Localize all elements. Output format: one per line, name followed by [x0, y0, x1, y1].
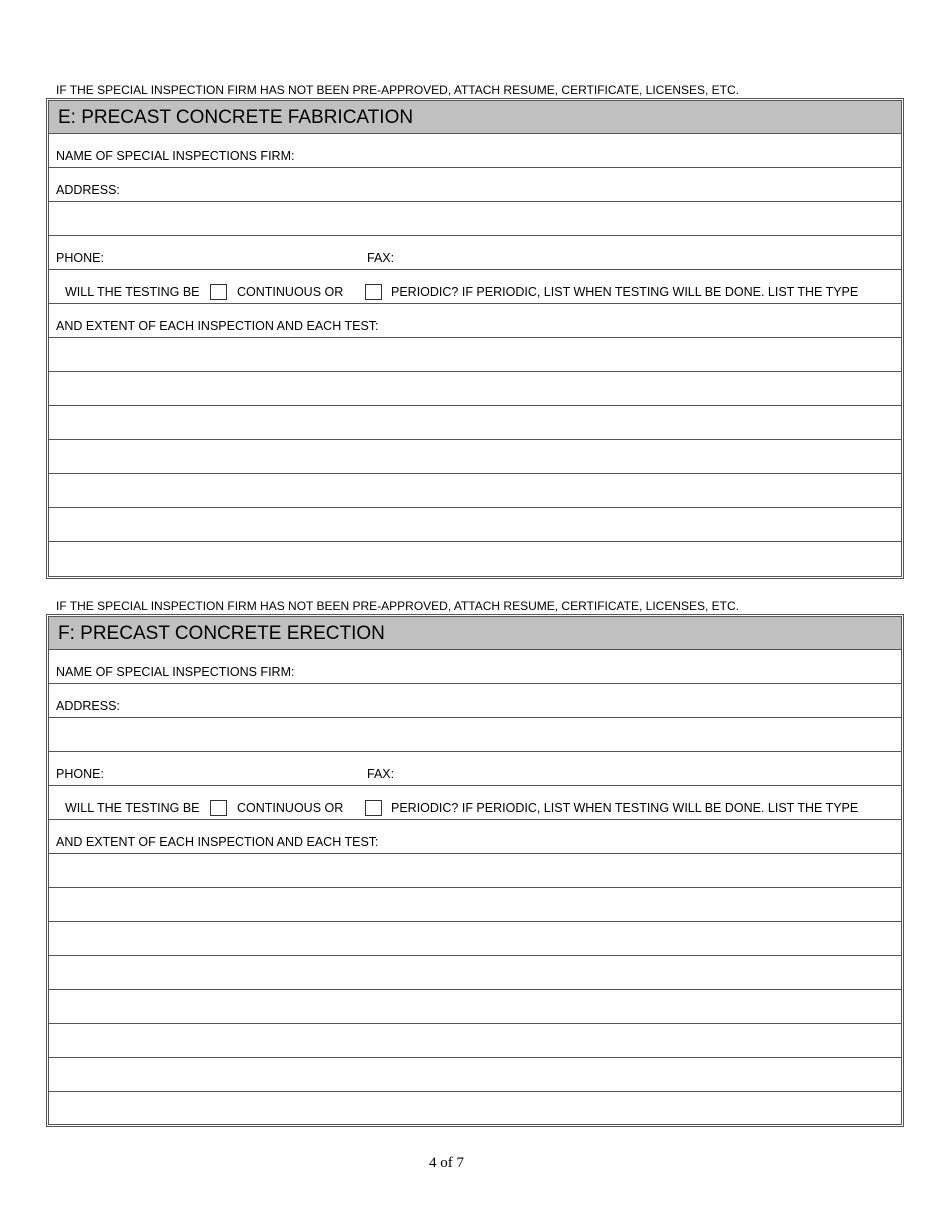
- extent-line[interactable]: [49, 1092, 901, 1126]
- extent-line[interactable]: [49, 440, 901, 474]
- preapproval-note-f: IF THE SPECIAL INSPECTION FIRM HAS NOT BEEN PRE-APPROVED, ATTACH RESUME, CERTIFICATE, LICENSES, ETC.: [56, 599, 740, 613]
- testing-prefix-label: WILL THE TESTING BE: [65, 801, 200, 815]
- periodic-label: PERIODIC? IF PERIODIC, LIST WHEN TESTING WILL BE DONE. LIST THE TYPE: [391, 801, 859, 815]
- extent-line[interactable]: [49, 1058, 901, 1092]
- extent-row[interactable]: [49, 304, 901, 338]
- extent-row[interactable]: [49, 820, 901, 854]
- extent-label: AND EXTENT OF EACH INSPECTION AND EACH TEST:: [56, 319, 379, 333]
- extent-line[interactable]: [49, 1024, 901, 1058]
- periodic-checkbox[interactable]: [365, 284, 382, 300]
- page-number: 4 of 7: [429, 1155, 464, 1171]
- address-line-2[interactable]: [49, 202, 901, 236]
- extent-line[interactable]: [49, 854, 901, 888]
- extent-line[interactable]: [49, 542, 901, 576]
- periodic-checkbox[interactable]: [365, 800, 382, 816]
- address-row[interactable]: [49, 684, 901, 718]
- extent-label: AND EXTENT OF EACH INSPECTION AND EACH TEST:: [56, 835, 379, 849]
- phone-fax-row[interactable]: [49, 236, 901, 270]
- fax-label: FAX:: [367, 251, 395, 265]
- extent-line[interactable]: [49, 406, 901, 440]
- extent-line[interactable]: [49, 474, 901, 508]
- extent-line[interactable]: [49, 990, 901, 1024]
- fax-label: FAX:: [367, 767, 395, 781]
- preapproval-note-e: IF THE SPECIAL INSPECTION FIRM HAS NOT BEEN PRE-APPROVED, ATTACH RESUME, CERTIFICATE, LICENSES, ETC.: [56, 83, 740, 97]
- section-f-precast-erection: [46, 614, 904, 1127]
- continuous-checkbox[interactable]: [210, 284, 227, 300]
- periodic-label: PERIODIC? IF PERIODIC, LIST WHEN TESTING WILL BE DONE. LIST THE TYPE: [391, 285, 859, 299]
- continuous-checkbox[interactable]: [210, 800, 227, 816]
- address-label: ADDRESS:: [56, 699, 120, 713]
- continuous-label: CONTINUOUS OR: [237, 285, 344, 299]
- phone-label: PHONE:: [56, 767, 104, 781]
- extent-line[interactable]: [49, 508, 901, 542]
- firm-name-row[interactable]: [49, 134, 901, 168]
- extent-line[interactable]: [49, 338, 901, 372]
- testing-type-row: [49, 270, 901, 304]
- phone-fax-row[interactable]: [49, 752, 901, 786]
- address-label: ADDRESS:: [56, 183, 120, 197]
- extent-line[interactable]: [49, 956, 901, 990]
- section-e-title: E: PRECAST CONCRETE FABRICATION: [49, 101, 901, 134]
- address-row[interactable]: [49, 168, 901, 202]
- address-line-2[interactable]: [49, 718, 901, 752]
- firm-name-label: NAME OF SPECIAL INSPECTIONS FIRM:: [56, 149, 295, 163]
- section-f-title: F: PRECAST CONCRETE ERECTION: [49, 617, 901, 650]
- firm-name-row[interactable]: [49, 650, 901, 684]
- phone-label: PHONE:: [56, 251, 104, 265]
- extent-line[interactable]: [49, 372, 901, 406]
- testing-type-row: [49, 786, 901, 820]
- firm-name-label: NAME OF SPECIAL INSPECTIONS FIRM:: [56, 665, 295, 679]
- continuous-label: CONTINUOUS OR: [237, 801, 344, 815]
- section-e-precast-fabrication: [46, 98, 904, 579]
- extent-line[interactable]: [49, 888, 901, 922]
- testing-prefix-label: WILL THE TESTING BE: [65, 285, 200, 299]
- extent-line[interactable]: [49, 922, 901, 956]
